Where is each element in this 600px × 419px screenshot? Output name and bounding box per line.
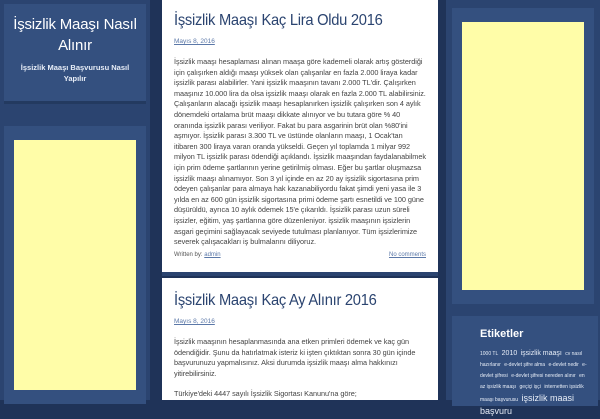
tags-widget: [452, 316, 598, 416]
tag-link[interactable]: işsizlik maasi başvuru: [480, 393, 574, 416]
tag-link[interactable]: e-devlet şifresi nereden alınır: [511, 373, 576, 379]
tag-link[interactable]: geçiçi işçi: [519, 384, 541, 390]
post-paragraph: Türkiye'deki 4447 sayılı İşsizlik Sigortası Kanunu'na göre;: [174, 389, 357, 399]
right-sidebar: [446, 0, 600, 416]
post: [162, 0, 438, 272]
tag-link[interactable]: 1000 TL: [480, 351, 499, 357]
site-header: [4, 4, 146, 104]
post: [162, 278, 438, 400]
tag-link[interactable]: e-devlet şifresi: [480, 362, 587, 379]
post-paragraph: İşsizlik maaşının hesaplanmasında ana etken primleri ödemek ve kaç gün ödendiğidir. Şunu da hatırlatmak isteriz ki işten çıktıktan sonra 30 gün içinde başvurunuzu yapmalısınız. Aksi durumda işsizlik maaşı alma hakkınızı yitirebilirsiniz.: [174, 337, 416, 378]
tag-cloud: [480, 348, 590, 419]
ad-placeholder[interactable]: [14, 140, 136, 390]
tag-link[interactable]: e-devlet nedir: [548, 362, 579, 368]
author-link[interactable]: admin: [204, 252, 221, 258]
post-title[interactable]: İşsizlik Maaşı Kaç Ay Alınır 2016: [174, 292, 377, 309]
post-body: [174, 337, 426, 400]
tag-link[interactable]: en az işsizlik maaşı: [480, 373, 585, 390]
tag-link[interactable]: 2010: [501, 350, 518, 357]
tag-link[interactable]: internetten işsizlik maaşı başvurusu: [480, 384, 584, 403]
main-content: [154, 0, 446, 400]
post-author-line: [174, 252, 221, 258]
tag-link[interactable]: işsizlik maaşı: [520, 350, 562, 357]
left-ad-widget: [4, 126, 146, 404]
post-divider: [162, 272, 438, 276]
right-ad-widget: [452, 8, 594, 304]
post-title[interactable]: İşsizlik Maaşı Kaç Lira Oldu 2016: [174, 12, 383, 29]
post-paragraph: İşsizlik maaşı hesaplaması alınan maaşa göre kademeli olarak artış gösterdiği için çalışırken aldığı maaşı yüksek olan çalışanlar en fazla 2.000 liraya kadar işsizlik parası alabilirler. Yani işsizlik maaşının tavanı 2.000 TL'dir. Çalışırken maaşınız 10.000 lira da olsa işsizlik maaşı olarak en fazla 2.000 TL alabilirsiniz. Çalışanların alacağı işsizlik maaşı hesaplanırken işsizlik çalışırken son 4 aylık dönemdeki ortalama brüt maaşı dikkate alınıyor ve bu tutara göre % 40 oranında işsizlik parası veriliyor. Fakat bu para asgarinin brüt olan %80'ini aşmıyor. İşsizlik parası 3.300 TL ve üstünde olanların maaşı, 1 Ocak'tan itibaren 300 liraya varan oranda yükseldi. Geçen yıl toplamda 1 milyar 992 milyon TL işsizlik parası ödendiği açıklandı. İşsizlik maaşından faydalanabilmek için prim ödeme şartlarının yerine getirilmiş olması. Eğer bu şartlar oluşmazsa işsizlik maaşı alınamıyor. Son 3 yıl içinde en az 20 ay işsizlik sigortasına prim ödeyen çalışanlar para almaya hak kazanabiliyordu fakat şimdi yeni yasa ile 3 yılda en az 600 gün işsizlik sigortasına primi ödeme şartı esnetildi ve 100 güne düşürüldü, ayrıca 10 aylık ödemek 15'e çıkarıldı. İşsizlik parası uzun süreli işsizler, eğitim, yaş şartlarına göre düzenleniyor. işsizlik maaşının işsizlerin asgari geçimini sağlayacak seviyede tutulması planlanıyor. Tüm işsizlerimize severek çalışacakları iş bulmalarını diliyoruz.: [174, 57, 426, 247]
tags-title: Etiketler: [480, 328, 524, 340]
tag-link[interactable]: cv nasıl hazırlanır: [480, 351, 583, 368]
post-meta: [174, 252, 426, 258]
site-description: İşsizlik Maaşı Başvurusu Nasıl Yapılır: [20, 63, 130, 83]
site-title[interactable]: İşsizlik Maaşı Nasıl Alınır: [13, 16, 137, 54]
post-date[interactable]: Mayıs 8, 2016: [174, 38, 215, 45]
comments-link[interactable]: No comments: [388, 252, 426, 258]
post-body: [174, 57, 426, 248]
written-by-label: Written by:: [174, 252, 203, 258]
ad-placeholder[interactable]: [462, 22, 584, 290]
post-date[interactable]: Mayıs 8, 2016: [174, 318, 215, 325]
tag-link[interactable]: e-devlet şifre alma: [504, 362, 546, 368]
left-sidebar: [0, 0, 150, 400]
